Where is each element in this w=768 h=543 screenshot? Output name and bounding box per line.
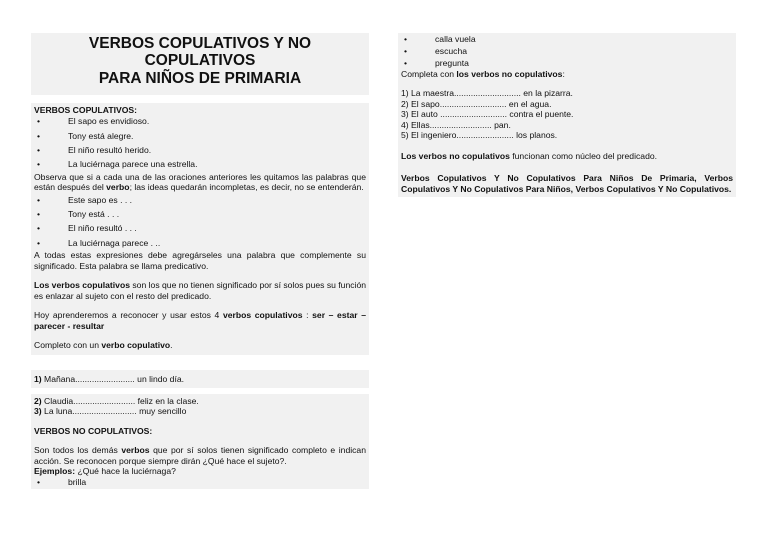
completa-instruction: Completa con los verbos no copulativos: [401,68,565,79]
list-item: • El niño resultó herido. [34,145,366,155]
list-item: • calla vuela [401,34,733,44]
exercise-1-block [31,370,369,388]
examples-full-list [34,116,366,169]
exercise-line: 4) Ellas.......................... pan. [401,119,511,130]
definition-copulativos: Los verbos copulativos son los que no tienen significado por sí solos pues su función es enlazar al sujeto con el resto del predicado. [34,280,367,301]
list-item: • La luciérnaga parece una estrella. [34,159,366,169]
exercise-line: 3) La luna........................... muy sencillo [34,406,187,417]
list-item: • El niño resultó . . . [34,223,366,233]
left-column [31,33,369,489]
exercise-line: 1) Mañana......................... un lindo día. [34,373,185,384]
list-item: • La luciérnaga parece . .. [34,238,366,248]
no-copulativos-section [31,394,369,489]
right-column [398,33,736,197]
section-heading-no-copulativos: VERBOS NO COPULATIVOS: [34,425,153,436]
exercise-line: 1) La maestra............................ en la pizarra. [401,88,573,99]
list-item: • pregunta [401,58,733,68]
list-item: • Este sapo es . . . [34,195,366,205]
verbs-list-left [34,477,366,487]
completo-instruction: Completo con un verbo copulativo. [34,340,173,351]
right-content-block [398,33,736,197]
ejemplos-line: Ejemplos: ¿Qué hace la luciérnaga? [34,466,176,477]
section-heading-copulativos: VERBOS COPULATIVOS: [34,105,137,115]
no-copulativos-paragraph: Son todos los demás verbos que por sí solos tienen significado completo e indican acción. Se reconocen porque siempre dirán ¿Qué hace el sujeto?. [34,445,366,466]
verbs-list-right [401,34,733,69]
keywords-paragraph: Verbos Copulativos Y No Copulativos Para Niños De Primaria, Verbos Copulativos Y No Copulativos Para Niños, Verbos Copulativos Y No Copulativos. [401,173,733,194]
list-item: • brilla [34,477,366,487]
title-block [31,33,369,95]
nucleo-paragraph: Los verbos no copulativos funcionan como núcleo del predicado. [401,150,658,161]
copulativos-section [31,103,369,355]
list-item: • El sapo es envidioso. [34,116,366,126]
hoy-paragraph: Hoy aprenderemos a reconocer y usar estos 4 verbos copulativos : ser – estar – parecer - resultar [34,310,366,331]
title-line-2: COPULATIVOS [144,52,256,70]
title-line-3: PARA NIÑOS DE PRIMARIA [98,69,302,87]
exercise-line: 2) Claudia.......................... feliz en la clase. [34,395,199,406]
examples-cut-list [34,195,366,248]
exercise-line: 5) El ingeniero........................ los planos. [401,130,558,141]
predicativo-paragraph: A todas estas expresiones debe agregárseles una palabra que complemente su significado. Esta palabra se llama predicativo. [34,250,366,271]
list-item: • Tony está alegre. [34,131,366,141]
page-title [34,35,366,87]
fill-in-exercises [401,88,733,140]
exercise-line: 3) El auto ............................ contra el puente. [401,109,574,120]
observe-paragraph: Observa que si a cada una de las oraciones anteriores les quitamos las palabras que están después del verbo; las ideas quedarán incompletas, es decir, no se entenderán. [34,171,366,193]
list-item: • Tony está . . . [34,209,366,219]
exercise-line: 2) El sapo............................ en el agua. [401,98,552,109]
list-item: • escucha [401,46,733,56]
title-line-1: VERBOS COPULATIVOS Y NO [88,35,312,52]
